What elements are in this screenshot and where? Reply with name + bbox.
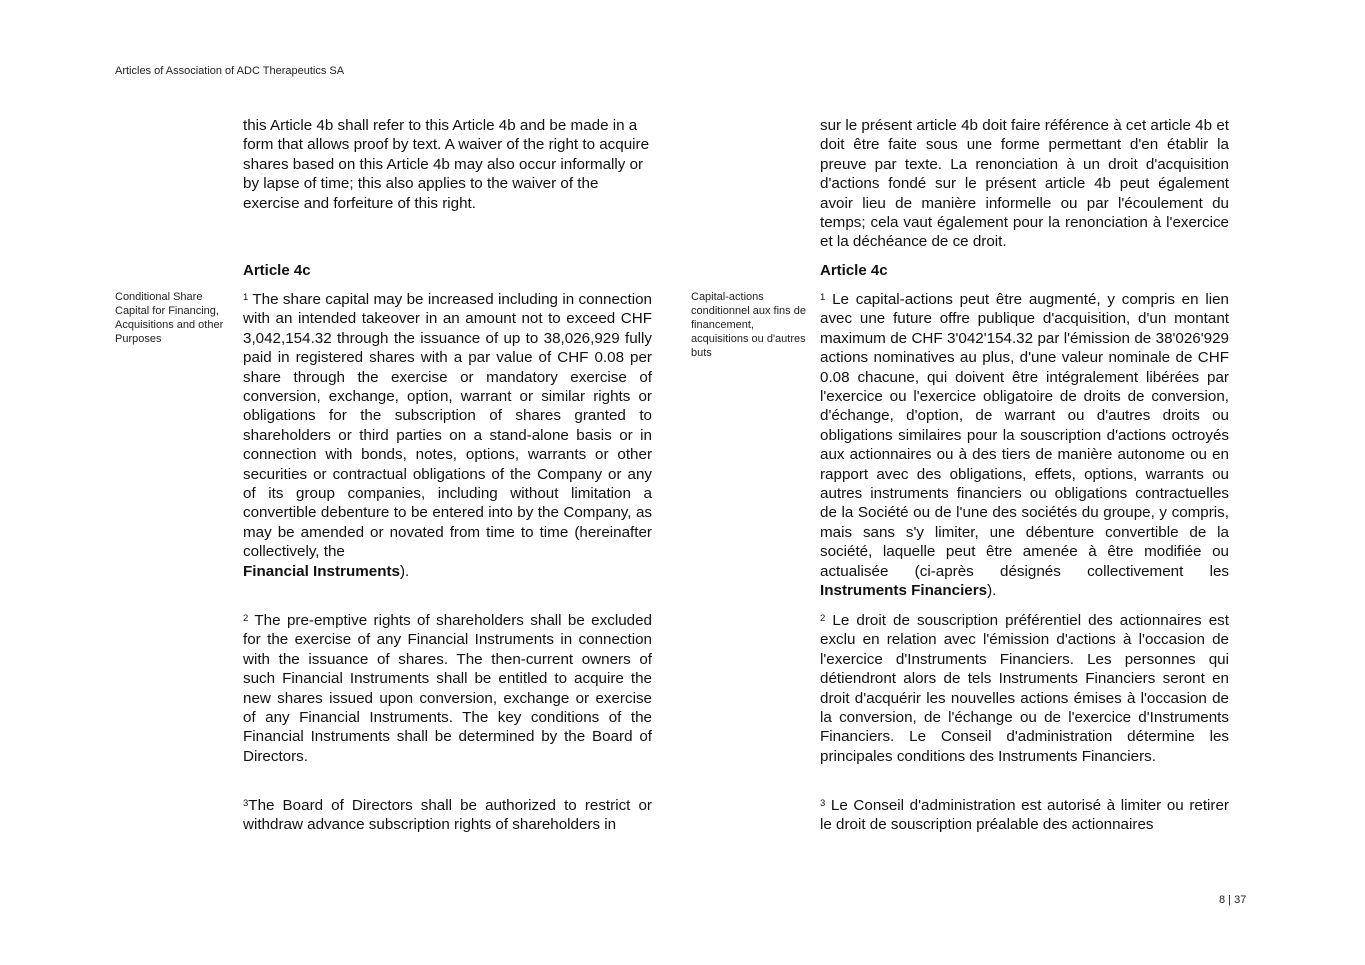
paragraph-end: ). <box>399 562 410 580</box>
defined-term: Instruments Financiers <box>820 582 988 600</box>
english-paragraph-3 <box>243 796 652 835</box>
english-article-heading: Article 4c <box>243 262 311 279</box>
paragraph-text: Le Conseil d'administration est autorisé à limiter ou retirer le droit de souscription préalable des actionnaires <box>820 797 1229 834</box>
paragraph-text: The share capital may be increased including in connection with an intended takeover in an amount not to exceed CHF 3,042,154.32 through the issuance of up to 38,026,929 fully paid in registered shares with a par value of CHF 0.08 per share through the exercise or mandatory exercise of conversion, exchange, option, warrant or similar rights or obligations for the subscription of shares granted to shareholders or third parties on a stand-alone basis or in connection with bonds, notes, options, warrants or other securities or contractual obligations of the Company or any of its group companies, including without limitation a convertible debenture to be entered into by the Company, as may be amended or novated from time to time (hereinafter collectively, the <box>243 291 652 561</box>
paragraph-number: 3 <box>820 798 826 809</box>
french-paragraph-1 <box>820 290 1229 601</box>
french-margin-note: Capital-actions conditionnel aux fins de financement, acquisitions ou d'autres buts <box>691 291 806 359</box>
french-paragraph-2 <box>820 611 1229 766</box>
french-intro-paragraph: sur le présent article 4b doit faire référence à cet article 4b et doit être faite sous une forme permettant d'en établir la preuve par texte. La renonciation à un droit d'acquisition d'actions fondé sur le présent article 4b peut également avoir lieu de manière informelle ou par l'écoulement du temps; cela vaut également pour la renonciation à l'exercice et la déchéance de ce droit. <box>820 117 1229 251</box>
paragraph-text: The pre-emptive rights of shareholders shall be excluded for the exercise of any Financial Instruments in connection with the issuance of shares. The then-current owners of such Financial Instruments shall be entitled to acquire the new shares issued upon conversion, exchange or exercise of any Financial Instruments. The key conditions of the Financial Instruments shall be determined by the Board of Directors. <box>243 612 652 765</box>
paragraph-number: 3 <box>243 798 249 809</box>
paragraph-number: 2 <box>243 613 249 624</box>
paragraph-end: ). <box>987 582 997 600</box>
paragraph-text: Le droit de souscription préférentiel des actionnaires est exclu en relation avec l'émission d'actions à l'occasion de l'exercice d'Instruments Financiers. Les personnes qui détiendront alors de tels Instruments Financiers seront en droit d'acquérir les nouvelles actions émises à l'occasion de la conversion, de l'échange ou de l'exercice d'Instruments Financiers. Le Conseil d'administration détermine les principales conditions des Instruments Financiers. <box>820 612 1229 765</box>
defined-term: Financial Instruments <box>243 562 400 580</box>
paragraph-number: 1 <box>243 292 249 303</box>
english-margin-note: Conditional Share Capital for Financing, Acquisitions and other Purposes <box>115 291 224 345</box>
paragraph-number: 2 <box>820 613 826 624</box>
paragraph-text: Le capital-actions peut être augmenté, y compris en lien avec une future offre publique d'acquisition, d'un montant maximum de CHF 3'042'154.32 par l'émission de 38'026'929 actions nominatives au plus, d'une valeur nominale de CHF 0.08 chacune, qui doivent être intégralement libérées par l'exercice ou l'exercice obligatoire de droits de conversion, d'échange, d'option, de warrant ou d'autres droits ou obligations similaires pour la souscription d'actions octroyés aux actionnaires ou à des tiers de manière autonome ou en rapport avec des obligations, effets, options, warrants ou autres instruments financiers ou obligations contractuelles de la Société ou de l'une des sociétés du groupe, y compris, mais sans s'y limiter, une débenture convertible de la société, laquelle peut être amenée à être modifiée ou actualisée (ci-après désignés collectivement les <box>820 291 1229 580</box>
english-paragraph-2 <box>243 611 652 766</box>
french-article-heading: Article 4c <box>820 262 888 279</box>
english-intro-paragraph: this Article 4b shall refer to this Article 4b and be made in a form that allows proof by text. A waiver of the right to acquire shares based on this Article 4b may also occur informally or by lapse of time; this also applies to the waiver of the exercise and forfeiture of this right. <box>243 117 650 212</box>
english-paragraph-1 <box>243 290 652 581</box>
page-number: 8 | 37 <box>1219 894 1247 906</box>
paragraph-text: The Board of Directors shall be authorized to restrict or withdraw advance subscription rights of shareholders in <box>243 797 652 834</box>
french-paragraph-3 <box>820 796 1229 835</box>
document-header: Articles of Association of ADC Therapeutics SA <box>115 65 345 77</box>
paragraph-number: 1 <box>820 292 826 303</box>
